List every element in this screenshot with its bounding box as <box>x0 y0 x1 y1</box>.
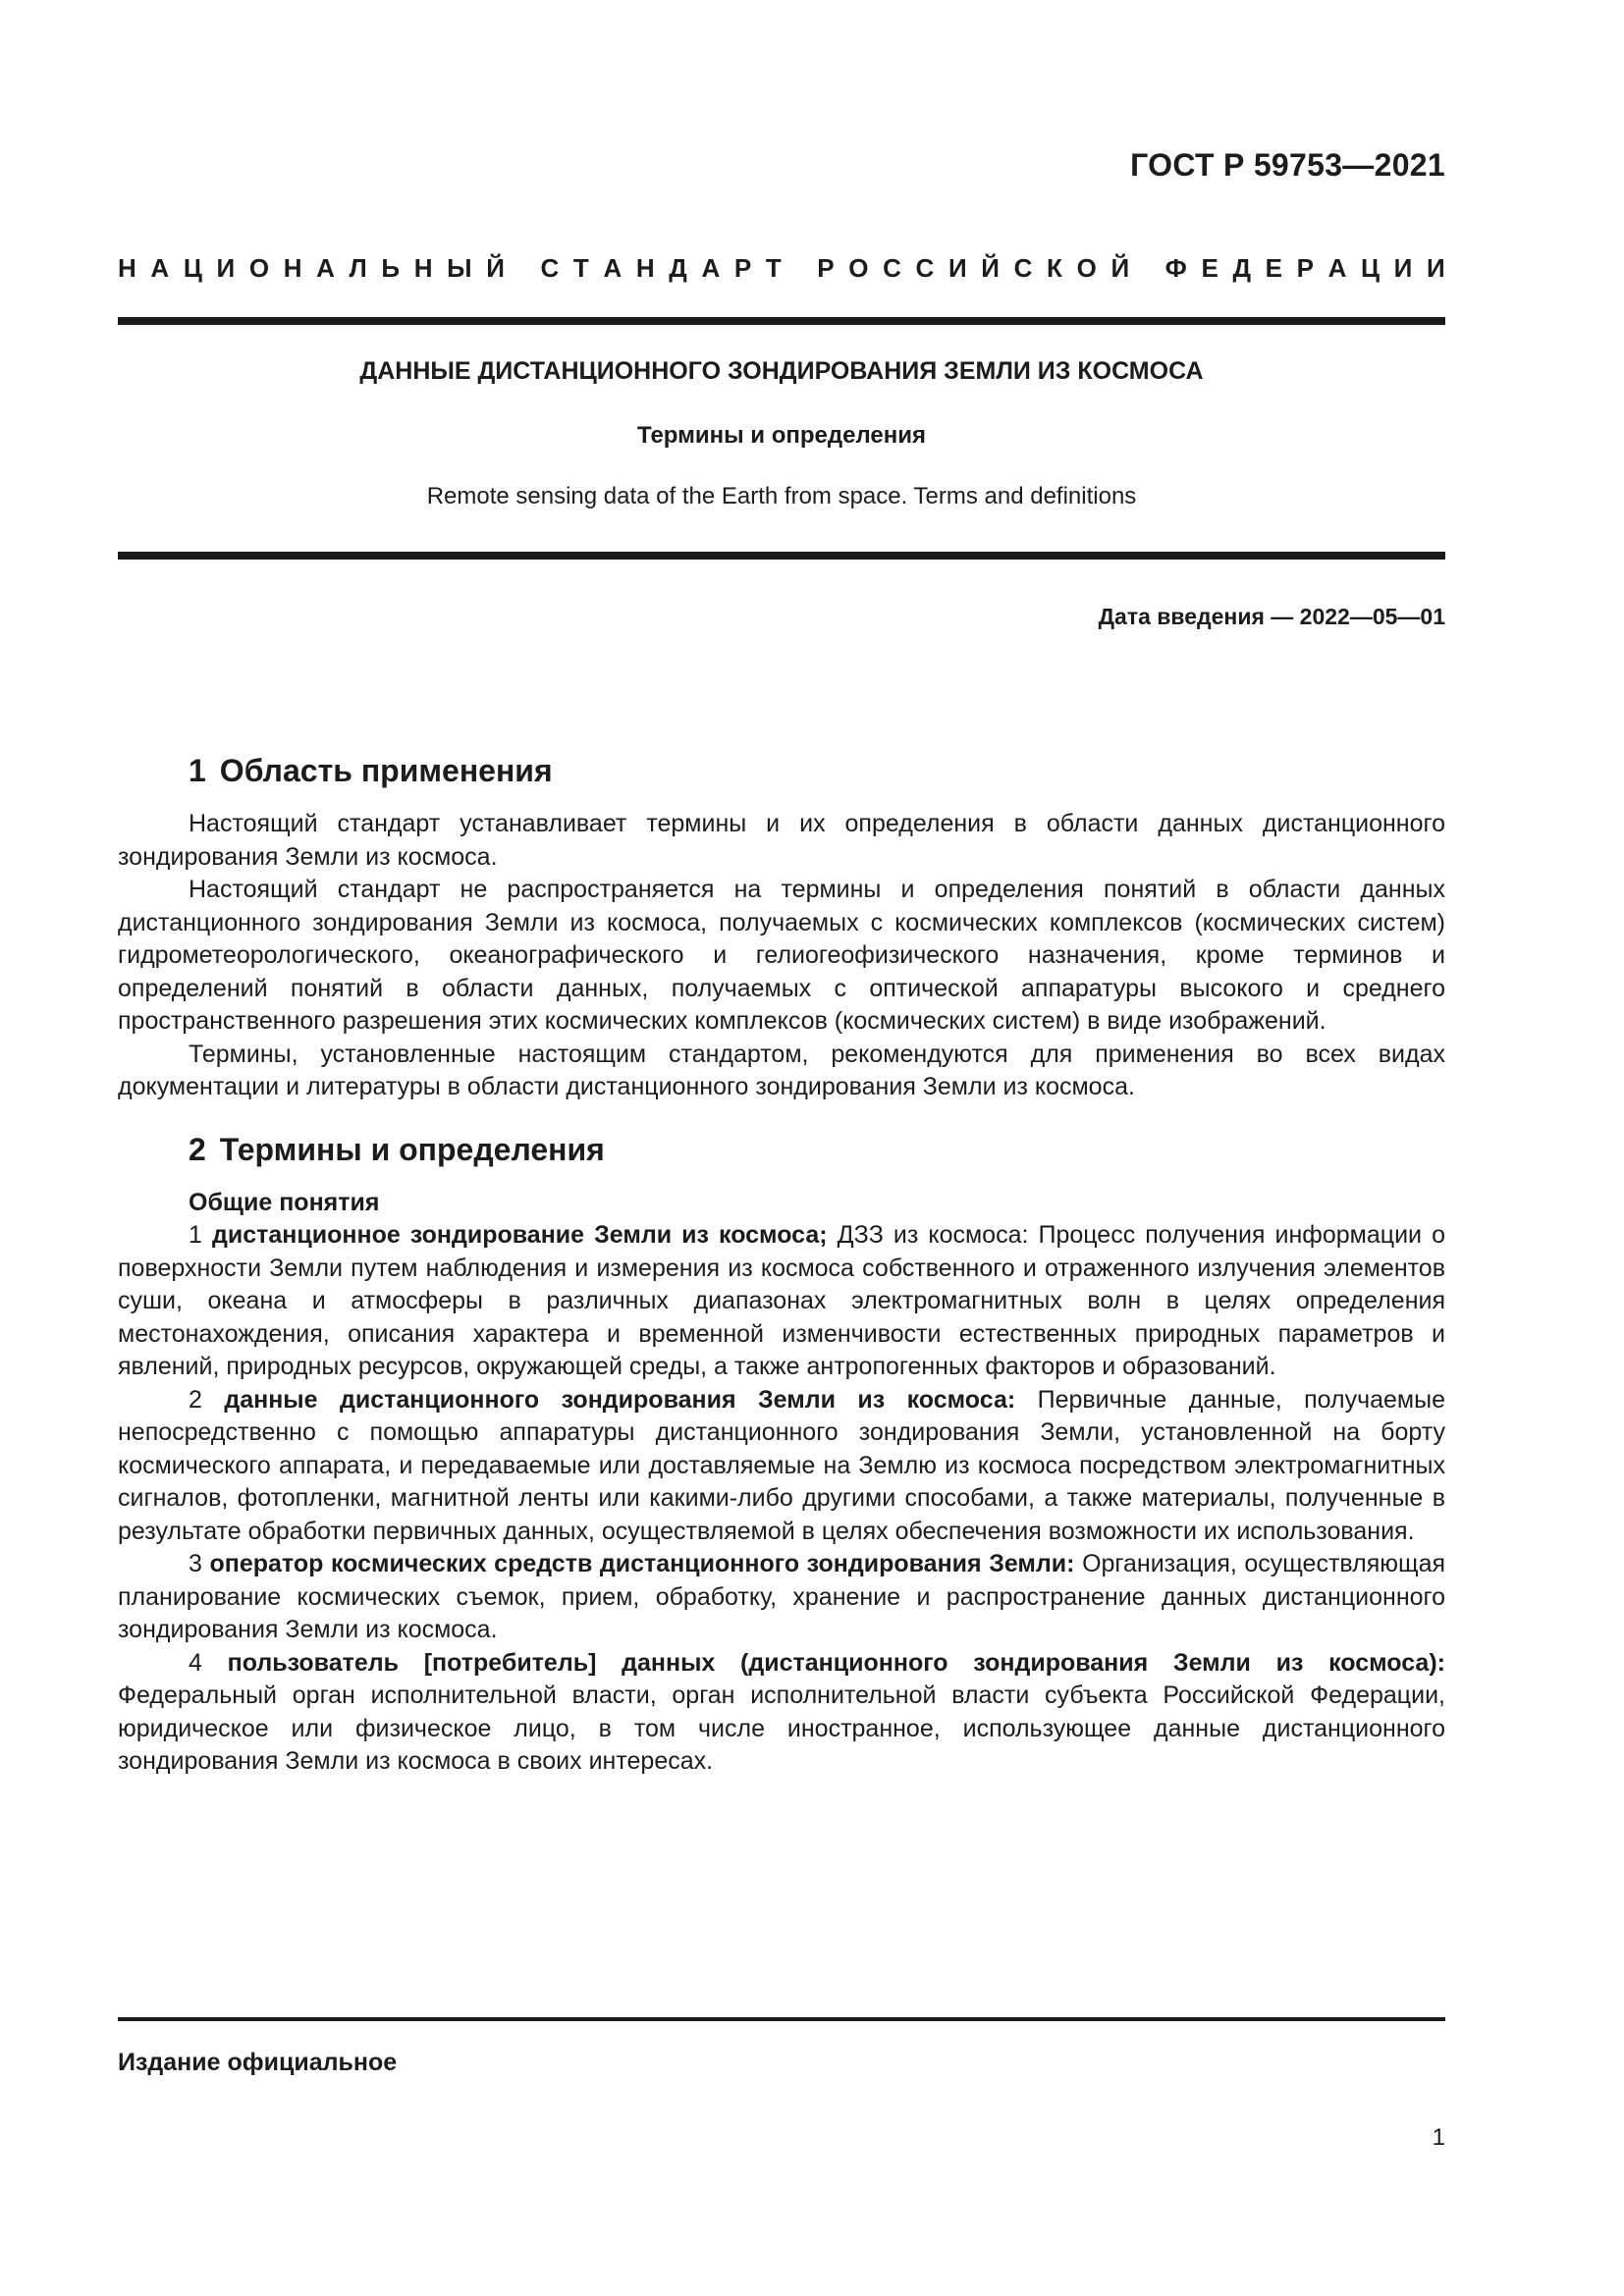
paragraph: Термины, установленные настоящим стандартом, рекомендуются для применения во всех видах документации и литературы в области дистанционного зондирования Земли из космоса. <box>118 1040 1445 1100</box>
heading-letter: Ь <box>381 253 401 283</box>
footer-rule <box>118 2017 1445 2021</box>
heading-letter: Л <box>349 253 367 283</box>
document-subtitle-english: Remote sensing data of the Earth from space. Terms and definitions <box>426 483 1137 509</box>
heading-letter: Й <box>486 253 505 283</box>
term-entry <box>118 1219 1445 1384</box>
heading-letter: А <box>603 253 623 283</box>
heading-letter: С <box>883 253 901 283</box>
section-number: 2 <box>189 1131 206 1167</box>
heading-letter: Р <box>1296 253 1314 283</box>
page-number: 1 <box>1432 2124 1445 2151</box>
heading-letter: Р <box>817 253 835 283</box>
section-number: 1 <box>189 753 206 788</box>
term-number: 2 <box>189 1385 202 1414</box>
heading-letter: Д <box>669 253 687 283</box>
heading-letter: И <box>947 253 967 283</box>
term-entry <box>118 1384 1445 1549</box>
term-name: пользователь [потребитель] данных (дистанционного зондирования Земли из космоса): <box>227 1648 1445 1677</box>
term-number: 1 <box>189 1221 202 1249</box>
subsection-heading: Общие понятия <box>189 1188 380 1216</box>
heading-letter: Ы <box>447 253 472 283</box>
term-definition: Организация, осуществляющая планирование космических съемок, прием, обработку, хранение и распространение данных дистанционного зондирования Земли из космоса. <box>118 1550 1446 1643</box>
heading-letter: К <box>1047 253 1062 283</box>
section-title: Термины и определения <box>219 1131 605 1167</box>
term-name: оператор космических средств дистанционного зондирования Земли: <box>209 1550 1075 1577</box>
official-edition-label: Издание официальное <box>118 2049 398 2076</box>
term-number: 4 <box>189 1648 202 1677</box>
section-title: Область применения <box>219 753 553 788</box>
heading-letter: О <box>848 253 869 283</box>
heading-letter: Ц <box>1361 253 1380 283</box>
heading-letter: Р <box>733 253 752 283</box>
heading-letter: Й <box>981 253 1000 283</box>
introduction-date: Дата введения — 2022—05—01 <box>1098 604 1445 629</box>
term-entry <box>118 1548 1445 1647</box>
paragraph: Настоящий стандарт не распространяется на термины и определения понятий в области данных дистанционного зондирования Земли из космоса, получаемых с космических комплексов (космических систем) гидрометеорологического, океанографического и гелиогеофизического назначения, кроме терминов и определений понятий в области данных, получаемых с оптической аппаратуры высокого и среднего пространственного разрешения этих космических комплексов (космических систем) в виде изображений. <box>118 876 1445 1035</box>
heading-letter: Е <box>1265 253 1282 283</box>
heading-letter: С <box>540 253 560 283</box>
national-standard-heading <box>118 253 1445 284</box>
document-body <box>118 751 1445 1779</box>
heading-space <box>519 253 526 284</box>
heading-letter: Е <box>1201 253 1218 283</box>
heading-letter: Ф <box>1164 253 1187 283</box>
term-definition: Федеральный орган исполнительной власти, орган исполнительной власти субъекта Российской Федерации, юридическое или физическое лицо, в том числе иностранное, использующее данные дистанционного зондирования Земли из космоса в своих интересах. <box>118 1682 1445 1775</box>
heading-letter: И <box>1393 253 1413 283</box>
heading-letter: А <box>316 253 335 283</box>
term-definition: ДЗЗ из космоса: Процесс получения информации о поверхности Земли путем наблюдения и измерения из космоса собственного и отраженного излучения элементов суши, океана и атмосферы в различных диапазонах электромагнитных волн в целях определения местонахождения, описания характера и временной изменчивости естественных природных параметров и явлений, природных ресурсов, окружающей среды, а также антропогенных факторов и образований. <box>118 1221 1445 1380</box>
heading-letter: Т <box>765 253 782 283</box>
heading-letter: О <box>1076 253 1097 283</box>
paragraph: Настоящий стандарт устанавливает термины и их определения в области данных дистанционного зондирования Земли из космоса. <box>118 810 1445 871</box>
heading-letter: А <box>1327 253 1347 283</box>
heading-letter: С <box>915 253 935 283</box>
heading-space <box>1144 253 1151 284</box>
heading-letter: Н <box>283 253 302 283</box>
term-number: 3 <box>189 1550 202 1577</box>
heading-letter: Й <box>1110 253 1130 283</box>
heading-letter: А <box>150 253 170 283</box>
title-bottom-rule <box>118 552 1445 560</box>
heading-letter: И <box>216 253 236 283</box>
heading-letter: Н <box>635 253 655 283</box>
heading-letter: А <box>701 253 721 283</box>
heading-space <box>795 253 802 284</box>
document-subtitle: Термины и определения <box>636 422 927 449</box>
term-name: дистанционное зондирование Земли из космоса; <box>211 1221 828 1249</box>
document-code: ГОСТ Р 59753—2021 <box>1130 147 1445 183</box>
heading-letter: И <box>1427 253 1445 283</box>
heading-letter: С <box>1013 253 1033 283</box>
heading-letter: Т <box>572 253 589 283</box>
heading-letter: Д <box>1232 253 1251 283</box>
heading-letter: Н <box>118 253 136 283</box>
heading-letter: Ц <box>183 253 202 283</box>
heading-letter: О <box>248 253 270 283</box>
section-heading <box>118 1130 1445 1169</box>
top-rule <box>118 317 1445 325</box>
section-heading <box>118 751 1445 790</box>
document-title: ДАННЫЕ ДИСТАНЦИОННОГО ЗОНДИРОВАНИЯ ЗЕМЛИ ИЗ КОСМОСА <box>359 357 1204 385</box>
term-definition: Первичные данные, получаемые непосредственно с помощью аппаратуры дистанционного зондирования Земли, установленной на борту космического аппарата, и передаваемые или доставляемые на Землю из космоса посредством электромагнитных сигналов, фотопленки, магнитной ленты или какими-либо другими способами, а также материалы, полученные в результате обработки первичных данных, осуществляемой в целях обеспечения возможности их использования. <box>118 1385 1445 1545</box>
term-name: данные дистанционного зондирования Земли из космоса: <box>224 1385 1016 1414</box>
term-entry <box>118 1647 1445 1779</box>
heading-letter: Н <box>413 253 433 283</box>
